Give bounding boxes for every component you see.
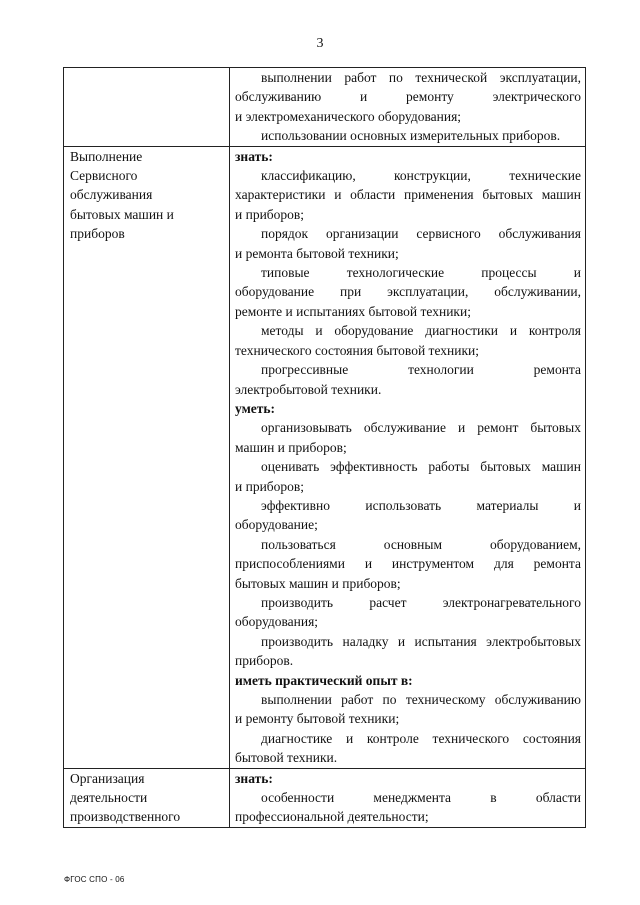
- requirement-line: производить наладку и испытания электробытовых: [261, 633, 581, 649]
- requirement-line: оборудование при эксплуатации, обслуживании,: [235, 284, 581, 300]
- section-heading: уметь:: [235, 400, 276, 416]
- section-heading: иметь практический опыт в:: [235, 672, 413, 688]
- requirement-line: профессиональной деятельности;: [235, 809, 429, 825]
- activity-line: обслуживания: [70, 187, 153, 203]
- requirement-line: и приборов;: [235, 206, 305, 222]
- requirement-line: методы и оборудование диагностики и контроля: [261, 323, 581, 339]
- requirement-line: машин и приборов;: [235, 439, 347, 455]
- requirement-line: организовывать обслуживание и ремонт бытовых: [261, 420, 581, 436]
- requirement-line: технического состояния бытовой техники;: [235, 342, 479, 358]
- table-row: [64, 68, 586, 147]
- requirement-line: и ремонта бытовой техники;: [235, 245, 399, 261]
- requirement-line: выполнении работ по техническому обслуживанию: [261, 692, 581, 707]
- requirement-line: выполнении работ по технической эксплуатации,: [261, 70, 581, 85]
- requirement-line: и приборов;: [235, 478, 305, 494]
- table-row: [64, 768, 586, 827]
- requirement-line: особенности менеджмента в области: [261, 790, 581, 806]
- competency-table-body: [64, 68, 586, 828]
- requirements-cell: [230, 68, 586, 147]
- requirement-line: классификацию, конструкции, технические: [261, 168, 581, 184]
- requirement-line: прогрессивные технологии ремонта: [261, 362, 581, 378]
- requirement-line: оборудование;: [235, 517, 318, 533]
- requirement-line: диагностике и контроле технического состояния: [261, 730, 581, 746]
- page-number: 3: [316, 36, 324, 51]
- document-footer: ФГОС СПО - 06: [64, 875, 125, 884]
- section-heading: знать:: [235, 148, 273, 164]
- competency-table: [63, 67, 586, 828]
- requirement-line: и электромеханического оборудования;: [235, 108, 462, 124]
- requirement-line: характеристики и области применения бытовых машин: [235, 187, 581, 203]
- activity-line: деятельности: [70, 790, 148, 806]
- activity-line: производственного: [70, 809, 181, 825]
- requirement-line: оценивать эффективность работы бытовых машин: [261, 459, 581, 475]
- requirement-line: производить расчет электронагревательного: [261, 594, 581, 610]
- section-heading: знать:: [235, 770, 273, 786]
- activity-line: Организация: [70, 770, 145, 786]
- requirement-line: типовые технологические процессы и: [261, 265, 581, 281]
- table-row: [64, 146, 586, 768]
- requirement-line: использовании основных измерительных приборов.: [261, 128, 561, 144]
- requirement-line: электробытовой техники.: [235, 381, 382, 397]
- activity-line: приборов: [70, 226, 125, 242]
- activity-cell: [64, 68, 230, 147]
- requirement-line: ремонте и испытаниях бытовой техники;: [235, 303, 471, 319]
- requirement-line: пользоваться основным оборудованием,: [261, 536, 581, 552]
- activity-cell: [64, 768, 230, 827]
- requirement-line: обслуживанию и ремонту электрического: [235, 89, 581, 105]
- requirement-line: приспособлениями и инструментом для ремонта: [235, 556, 581, 572]
- requirement-line: порядок организации сервисного обслуживания: [261, 226, 581, 242]
- requirement-line: бытовой техники.: [235, 750, 338, 766]
- activity-line: бытовых машин и: [70, 206, 174, 222]
- activity-line: Сервисного: [70, 168, 138, 184]
- activity-cell: [64, 146, 230, 768]
- requirement-line: бытовых машин и приборов;: [235, 575, 401, 591]
- requirements-cell: [230, 768, 586, 827]
- requirements-cell: [230, 146, 586, 768]
- requirement-line: эффективно использовать материалы и: [261, 497, 581, 513]
- requirement-line: оборудования;: [235, 614, 319, 630]
- activity-line: Выполнение: [70, 148, 143, 164]
- requirement-line: приборов.: [235, 653, 294, 669]
- requirement-line: и ремонту бытовой техники;: [235, 711, 400, 727]
